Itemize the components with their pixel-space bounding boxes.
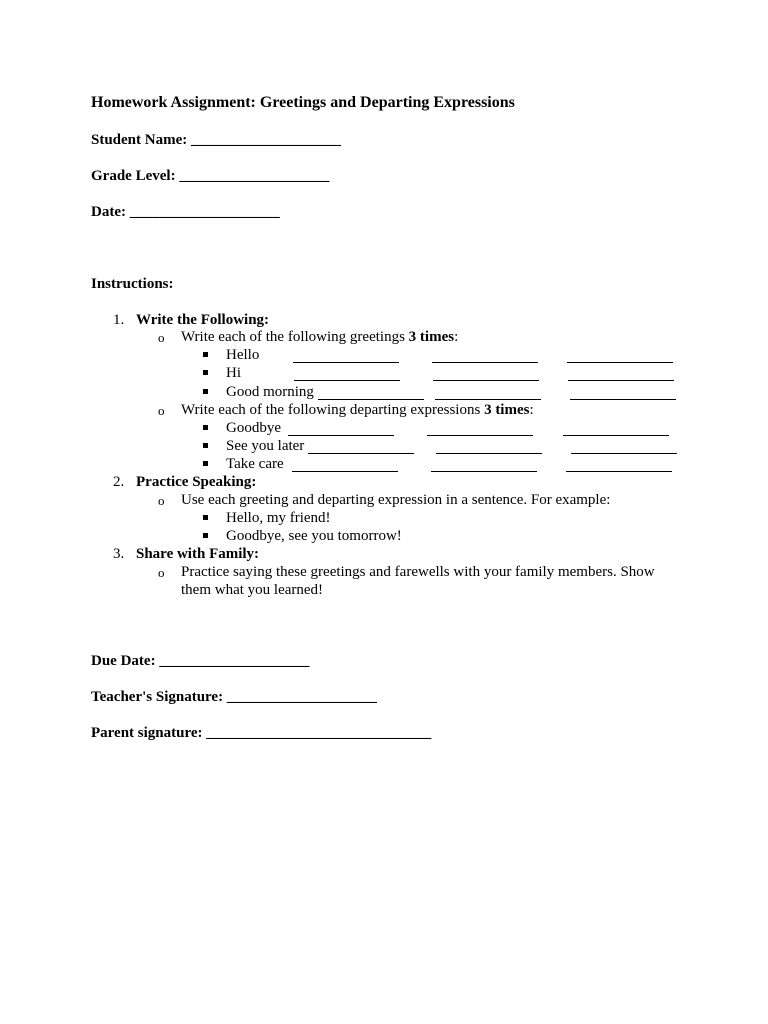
level2-marker: o <box>158 493 165 508</box>
date-label: Date: <box>91 204 126 220</box>
departure-item-see-you-later: See you later <box>226 438 305 454</box>
section-3-heading: Share with Family: <box>136 546 260 562</box>
date-field <box>91 203 280 221</box>
example-item: Goodbye, see you tomorrow! <box>226 528 402 544</box>
instructions-heading: Instructions: <box>91 276 174 292</box>
greetings-instruction-bold: 3 times <box>408 329 455 345</box>
answer-line[interactable] <box>427 435 533 436</box>
level2-marker: o <box>158 565 165 580</box>
departures-instruction <box>181 401 534 419</box>
square-bullet-icon <box>203 455 208 473</box>
greetings-instruction-text: Write each of the following greetings <box>181 329 409 345</box>
departures-instruction-text: Write each of the following departing expressions <box>181 402 485 418</box>
student-name-blank[interactable]: ____________________ <box>191 132 341 148</box>
teacher-signature-label: Teacher's Signature: <box>91 689 224 705</box>
answer-line[interactable] <box>294 380 400 381</box>
answer-line[interactable] <box>288 435 394 436</box>
greeting-item-hi: Hi <box>226 365 241 381</box>
teacher-signature-field <box>91 688 377 706</box>
departures-instruction-tail: : <box>529 402 534 418</box>
due-date-field <box>91 652 309 670</box>
section-2-number: 2. <box>113 474 125 490</box>
square-bullet-icon <box>203 383 208 401</box>
answer-line[interactable] <box>292 471 398 472</box>
answer-line[interactable] <box>293 362 399 363</box>
greeting-item-hello: Hello <box>226 347 260 363</box>
answer-line[interactable] <box>571 453 677 454</box>
section-1-heading: Write the Following: <box>136 312 270 328</box>
square-bullet-icon <box>203 527 208 545</box>
parent-signature-label: Parent signature: <box>91 725 203 741</box>
date-blank[interactable]: ____________________ <box>129 204 280 220</box>
answer-line[interactable] <box>568 380 674 381</box>
example-item: Hello, my friend! <box>226 510 331 526</box>
departures-instruction-bold: 3 times <box>484 402 530 418</box>
answer-line[interactable] <box>567 362 673 363</box>
share-instruction: Practice saying these greetings and farewells with your family members. Show them what you learned! <box>181 564 655 598</box>
answer-line[interactable] <box>566 471 672 472</box>
answer-line[interactable] <box>308 453 414 454</box>
square-bullet-icon <box>203 346 208 364</box>
due-date-label: Due Date: <box>91 653 156 669</box>
departure-item-goodbye: Goodbye <box>226 420 281 436</box>
parent-signature-blank[interactable]: ______________________________ <box>206 725 432 741</box>
answer-line[interactable] <box>435 399 541 400</box>
section-3-number: 3. <box>113 546 125 562</box>
departure-item-take-care: Take care <box>226 456 284 472</box>
square-bullet-icon <box>203 437 208 455</box>
parent-signature-field <box>91 724 431 742</box>
due-date-blank[interactable]: ____________________ <box>159 653 310 669</box>
answer-line[interactable] <box>436 453 542 454</box>
practice-instruction: Use each greeting and departing expression in a sentence. For example: <box>181 492 611 508</box>
answer-line[interactable] <box>318 399 424 400</box>
level2-marker: o <box>158 330 165 345</box>
greetings-instruction <box>181 328 458 346</box>
greetings-instruction-tail: : <box>454 329 459 345</box>
answer-line[interactable] <box>433 380 539 381</box>
square-bullet-icon <box>203 419 208 437</box>
square-bullet-icon <box>203 509 208 527</box>
level2-marker: o <box>158 403 165 418</box>
answer-line[interactable] <box>563 435 669 436</box>
grade-level-blank[interactable]: ____________________ <box>179 168 330 184</box>
answer-line[interactable] <box>570 399 676 400</box>
grade-level-field <box>91 167 329 185</box>
answer-line[interactable] <box>432 362 538 363</box>
student-name-field <box>91 131 341 149</box>
grade-level-label: Grade Level: <box>91 168 176 184</box>
square-bullet-icon <box>203 364 208 382</box>
document-title: Homework Assignment: Greetings and Departing Expressions <box>91 94 515 111</box>
section-1-number: 1. <box>113 312 125 328</box>
teacher-signature-blank[interactable]: ____________________ <box>226 689 377 705</box>
answer-line[interactable] <box>431 471 537 472</box>
student-name-label: Student Name: <box>91 132 188 148</box>
greeting-item-good-morning: Good morning <box>226 384 314 400</box>
section-2-heading: Practice Speaking: <box>136 474 257 490</box>
